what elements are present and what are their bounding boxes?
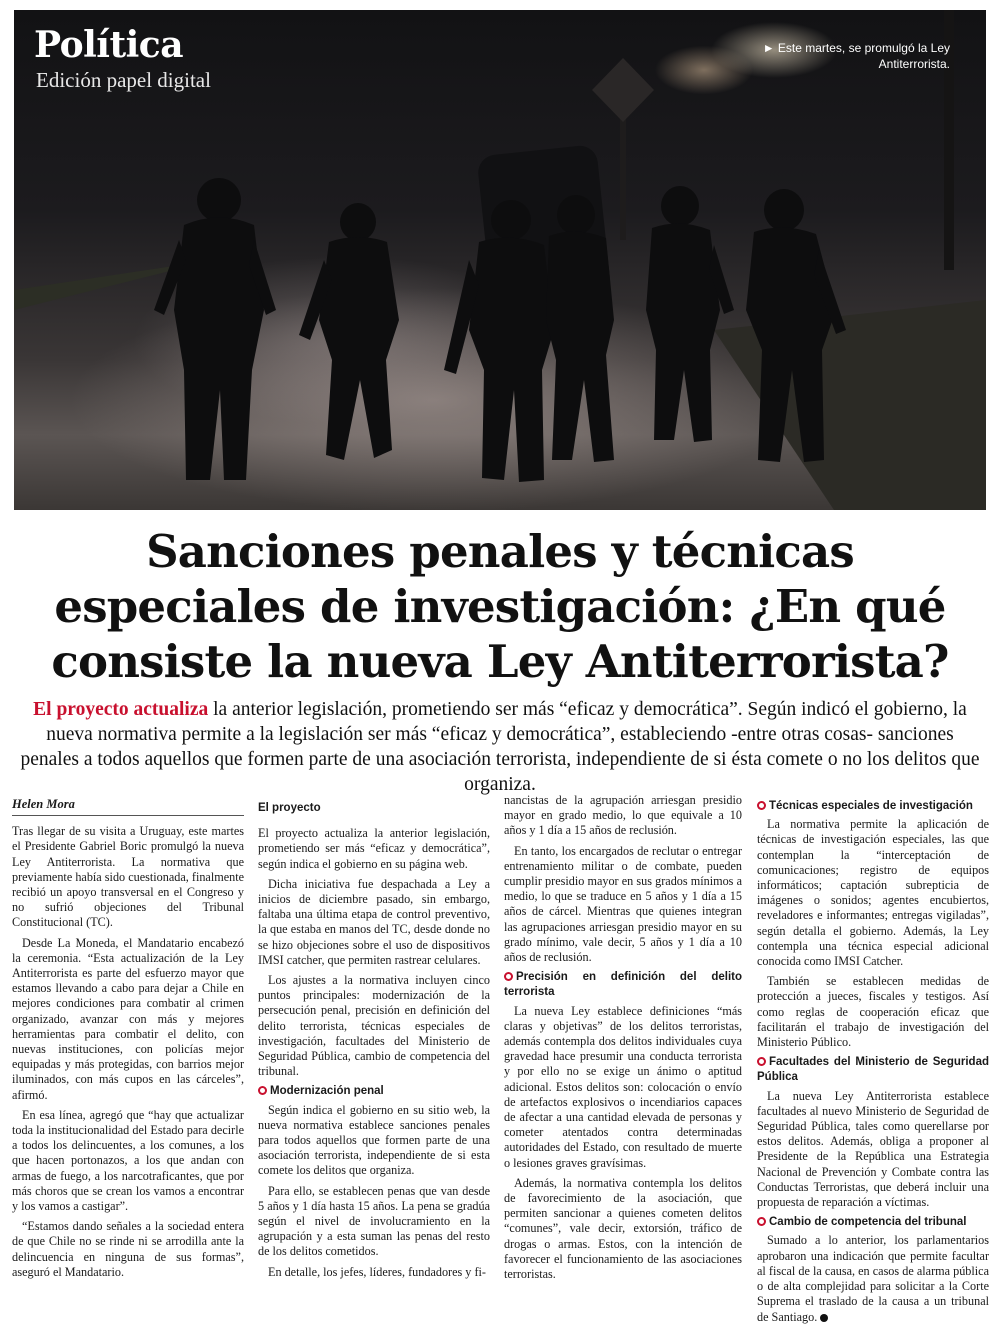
bullet-icon	[504, 972, 513, 981]
lead-text: la anterior legislación, prometiendo ser más “eficaz y democrática”. Según indicó el gobierno, la nueva normativa permite a la legislación ser más “eficaz y democrática”, estableciendo -entre otras cosas- sanciones penales a todos aquellos que formen parte de una asociación terrorista, independiente de si ésta comete o no los delitos que organiza.	[20, 699, 980, 795]
final-paragraph-text: Sumado a lo anterior, los parlamentarios aprobaron una indicación que permite facultar al fiscal de la causa, en casos de alarma pública o de alta complejidad para solicitar a la Corte Suprema el traslado de la causa a un tribunal de Santiago.	[757, 1233, 989, 1324]
paragraph: Para ello, se establecen penas que van desde 5 años y 1 día hasta 15 años. La pena se gradúa según el nivel de involucramiento en la agrupación y a esta suman las penas del resto de los delitos cometidos.	[258, 1183, 490, 1259]
subhead-label: Facultades del Ministerio de Seguridad Pública	[757, 1056, 989, 1084]
article-headline: Sanciones penales y técnicas especiales de investigación: ¿En qué consiste la nueva Ley Antiterrorista?	[51, 525, 949, 688]
paragraph	[757, 1233, 989, 1324]
byline: Helen Mora	[12, 797, 244, 816]
paragraph: La nueva Ley Antiterrorista establece facultades al nuevo Ministerio de Seguridad de Seguridad Pública, tales como querellarse por estos delitos. Además, obliga a proponer al Presidente de la República una Estrategia Nacional de Prevención y Combate contra las Conductas Terroristas, que deberá incluir una propuesta de reparación a víctimas.	[757, 1088, 989, 1210]
subhead	[757, 799, 989, 814]
paragraph: En tanto, los encargados de reclutar o entregar entrenamiento militar o de combate, pueden cumplir presidio mayor en sus grados mínimos a medio, lo que se traduce en 5 años y 1 día a 15 años de cárcel. Mientras que quienes integran las agrupaciones arriesgan presidio mayor en su grado mínimo, vale decir, 5 años y 1 día a 10 años de reclusión.	[504, 843, 742, 965]
column-3	[504, 793, 742, 1287]
column-4	[757, 795, 989, 1330]
paragraph: Tras llegar de su visita a Uruguay, este martes el Presidente Gabriel Boric promulgó la nueva Ley Antiterrorista. La normativa que previamente había sido cuestionada, finalmente recibió un apoyo transversal en el Congreso y no sufrió objeciones del Tribunal Constitucional (TC).	[12, 824, 244, 930]
article-lead	[20, 697, 980, 797]
paragraph: Además, la normativa contempla los delitos de favorecimiento de la asociación, que permiten sancionar a quienes cometen delitos “comunes”, vale decir, extorsión, tráfico de drogas o armas. Estos, con la intención de favorecer el funcionamiento de las asociaciones terroristas.	[504, 1175, 742, 1282]
subhead-label: Cambio de competencia del tribunal	[769, 1216, 967, 1229]
edition-label: Edición papel digital	[36, 68, 211, 92]
paragraph: El proyecto actualiza la anterior legislación, prometiendo ser más “eficaz y democrática”, según indica el gobierno en su página web.	[258, 826, 490, 871]
bullet-icon	[757, 801, 766, 810]
paragraph: nancistas de la agrupación arriesgan presidio mayor en grado medio, lo que equivale a 10 años y 1 día a 15 años de reclusión.	[504, 793, 742, 838]
subhead	[757, 1215, 989, 1230]
column-1	[12, 797, 244, 1285]
subhead	[258, 1084, 490, 1099]
bullet-icon	[258, 1086, 267, 1095]
column-2	[258, 797, 490, 1285]
subhead-label: Precisión en definición del delito terrorista	[504, 971, 742, 999]
subhead	[757, 1055, 989, 1085]
paragraph: Dicha iniciativa fue despachada a Ley a inicios de diciembre pasado, sin embargo, faltaba una última etapa de control preventivo, la que estaba en manos del TC, desde donde no se hizo objeciones sobre el uso de dispositivos IMSI catcher, que permiten rastrear celulares.	[258, 876, 490, 967]
paragraph: “Estamos dando señales a la sociedad entera de que Chile no se rinde ni se arrodilla ante la delincuencia en ninguna de sus formas”, aseguró el Mandatario.	[12, 1219, 244, 1279]
subhead-label: Modernización penal	[270, 1085, 384, 1098]
photo-caption: ► Este martes, se promulgó la Ley Antiterrorista.	[762, 41, 950, 71]
subhead-label: Técnicas especiales de investigación	[769, 800, 973, 812]
lead-kicker: El proyecto actualiza	[33, 699, 209, 720]
paragraph: Según indica el gobierno en su sitio web, la nueva normativa establece sanciones penales para todos aquellos que formen parte de una asociación terrorista, independiente de si esta comete los delitos que organiza.	[258, 1102, 490, 1178]
subhead: El proyecto	[258, 802, 321, 814]
paragraph: En detalle, los jefes, líderes, fundadores y fi-	[268, 1264, 486, 1279]
paragraph: También se establecen medidas de protección a jueces, fiscales y testigos. Así como reglas de cooperación eficaz que facilitarán el trabajo de investigación del Ministerio Público.	[757, 974, 989, 1050]
end-mark-icon	[820, 1314, 828, 1322]
bullet-icon	[757, 1057, 766, 1066]
bullet-icon	[757, 1217, 766, 1226]
paragraph: La nueva Ley establece definiciones “más claras y objetivas” de los delitos terroristas, además contempla dos delitos individuales cuya gravedad hace presumir una conducta terrorista y por ello no se exige un ánimo o aptitud adicional. Estos delitos son: colocación o envío de artefactos explosivos o incendiarios capaces de afectar a una cantidad elevada de personas y cometer atentados contra determinadas autoridades del Estado, con resultado de muerte o lesiones graves gravísimas.	[504, 1003, 742, 1170]
section-title: Política	[34, 24, 184, 66]
paragraph: La normativa permite la aplicación de técnicas de investigación especiales, las que contemplan la “interceptación de comunicaciones; registro de equipos informáticos; captación subrepticia de imágenes o sonidos; agentes encubiertos, reveladores e informantes; entregas vigiladas”, según detalla el gobierno. Además, la Ley contempla una técnica especial adicional conocida como IMSI Catcher.	[757, 817, 989, 969]
paragraph: Desde La Moneda, el Mandatario encabezó la ceremonia. “Esta actualización de la Ley Antiterrorista es parte del esfuerzo mayor que estamos llevando a cabo para dejar a Chile en mejores condiciones para combatir al crimen organizado, avanzar con más y mejores herramientas para combatir el delito, con nuevas instituciones, con policías mejor equipadas y más protegidas, con barrios mejor iluminados, con más cupos en las cárceles”, afirmó.	[12, 935, 244, 1102]
paragraph: En esa línea, agregó que “hay que actualizar toda la institucionalidad del Estado para decirle a todos los delincuentes, a los comunes, a los que hacen portonazos, a los que andan con armas de fuego, a los narcotraficantes, que por más choros que se crean los vamos a encontrar y los vamos a castigar”.	[12, 1107, 244, 1214]
paragraph: Los ajustes a la normativa incluyen cinco puntos principales: modernización de la persecución penal, precisión en definición del delito terrorista, técnicas especiales de investigación, facultades del Ministerio de Seguridad Pública, cambio de competencia del tribunal.	[258, 973, 490, 1079]
hero-photo	[14, 10, 986, 510]
subhead	[504, 970, 742, 1000]
